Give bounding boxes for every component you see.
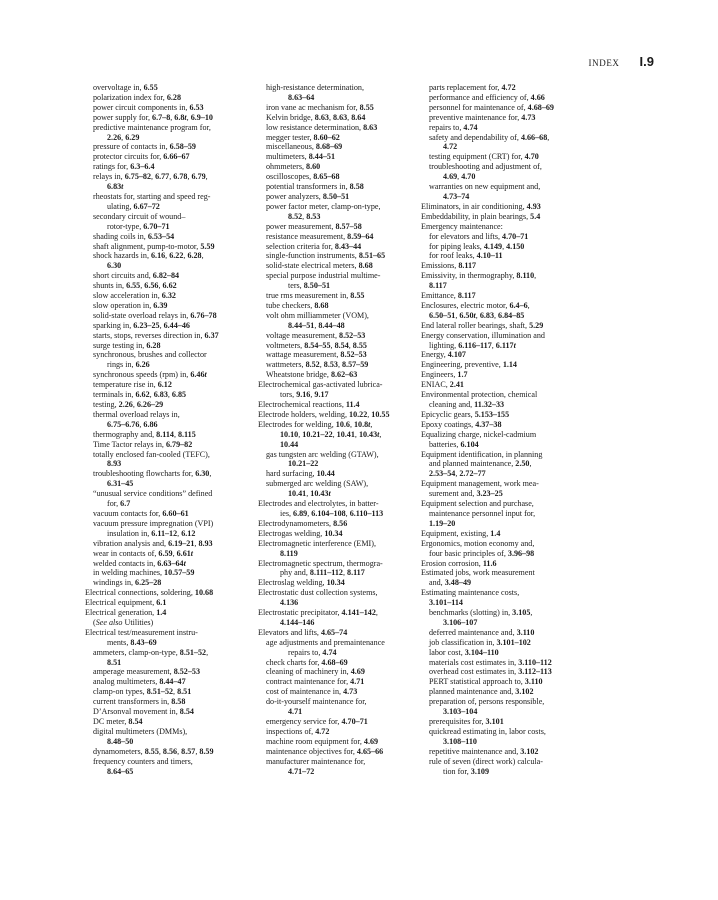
index-column-1 [85,83,255,776]
index-entry: 10.21–22 [288,459,319,469]
index-entry: D’Arsonval movement in, 8.54 [93,707,194,717]
index-column-2 [258,83,423,776]
index-entry: tube checkers, 8.68 [266,300,329,310]
index-entry: testing, 2.26, 6.26–29 [93,400,164,409]
index-entry: for elevators and lifts, 4.70–71 [429,231,529,241]
index-entry: clamp-on types, 8.51–52, 8.51 [93,687,192,697]
index-entry: 8.48–50 [107,736,134,746]
index-entry: surement and, 3.23–25 [429,489,503,499]
index-entry: Estimated jobs, work measurement [421,568,535,578]
index-entry: in welding machines, 10.57–59 [93,568,195,578]
index-entry: shaft alignment, pump-to-motor, 5.59 [93,241,215,251]
index-entry: overhead cost estimates in, 3.112–113 [429,667,552,677]
index-entry: 4.144–146 [280,617,315,627]
index-entry: ENIAC, 2.41 [421,380,464,390]
index-entry: materials cost estimates in, 3.110–112 [429,657,552,667]
index-entry: power circuit components in, 6.53 [93,102,204,112]
index-entry: 8.119 [280,548,298,558]
index-entry: voltage measurement, 8.52–53 [266,330,366,340]
index-entry: Equipment selection and purchase, [421,499,534,509]
index-entry: troubleshooting flowcharts for, 6.30, [93,469,212,479]
index-entry: Enclosures, electric motor, 6.4–6, [421,300,530,310]
index-entry: digital multimeters (DMMs), [93,726,188,736]
index-entry: ratings for, 6.3–6.4 [93,162,155,172]
index-entry: contract maintenance for, 4.71 [266,677,365,687]
index-entry: for piping leaks, 4.149, 4.150 [429,241,525,251]
index-entry: 8.117 [429,281,447,291]
index-entry: iron vane ac mechanism for, 8.55 [266,102,374,112]
index-entry: repetitive maintenance and, 3.102 [429,746,539,756]
index-entry: Epicyclic gears, 5.153–155 [421,409,510,419]
index-entry: thermal overload relays in, [93,409,180,419]
index-entry: 8.64–65 [107,766,134,776]
index-entry: terminals in, 6.62, 6.83, 6.85 [93,390,187,400]
index-entry: cleaning of machinery in, 4.69 [266,667,365,677]
index-entry: wattage measurement, 8.52–53 [266,350,367,360]
index-entry: protector circuits for, 6.66–67 [93,152,190,162]
index-entry: Equalizing charge, nickel-cadmium [421,429,537,439]
index-entry: check charts for, 4.68–69 [266,657,348,667]
index-entry: and planned maintenance, 2.50, [429,459,532,469]
index-entry: 2.53–54, 2.72–77 [429,469,486,479]
index-entry: Ergonomics, motion economy and, [421,538,535,548]
index-entry: amperage measurement, 8.52–53 [93,667,200,677]
index-entry: overvoltage in, 6.55 [93,83,158,92]
index-entry: machine room equipment for, 4.69 [266,736,379,746]
index-entry: vibration analysis and, 6.19–21, 8.93 [93,538,213,548]
index-entry: synchronous, brushes and collector [93,350,207,360]
index-entry: surge testing in, 6.28 [93,340,161,350]
index-entry: 10.10, 10.21–22, 10.41, 10.43t, [280,429,382,439]
index-entry: 8.63–64 [288,92,315,102]
index-entry: synchronous speeds (rpm) in, 6.46t [93,370,207,380]
index-entry: solid-state overload relays in, 6.76–78 [93,310,217,320]
index-entry: Equipment identification, in planning [421,449,543,459]
index-entry: insulation in, 6.11–12, 6.12 [107,528,196,538]
index-entry: gas tungsten arc welding (GTAW), [266,449,379,459]
index-entry: submerged arc welding (SAW), [266,479,369,489]
index-entry: Electromagnetic spectrum, thermogra- [258,558,383,568]
index-entry: 3.101–114 [429,598,463,608]
index-entry: labor cost, 3.104–110 [429,647,499,657]
page-header [589,54,654,69]
index-entry: power analyzers, 8.50–51 [266,191,350,201]
index-entry: Electrostatic precipitator, 4.141–142, [258,608,378,618]
index-entry: 6.83t [107,182,124,192]
index-entry: slow operation in, 6.39 [93,300,168,310]
index-entry: manufacturer maintenance for, [266,756,366,766]
index-entry: repairs to, 4.74 [288,647,337,657]
index-entry: miscellaneous, 8.68–69 [266,142,343,152]
index-entry: oscilloscopes, 8.65–68 [266,172,340,182]
index-entry: maintenance objectives for, 4.65–66 [266,746,384,756]
index-entry: personnel for maintenance of, 4.68–69 [429,102,554,112]
index-entry: and, 3.48–49 [429,578,472,588]
index-entry: relays in, 6.75–82, 6.77, 6.78, 6.79, [93,172,208,182]
index-entry: polarization index for, 6.28 [93,92,182,102]
index-entry: 10.41, 10.43t [288,489,331,499]
index-entry: DC meter, 8.54 [93,717,143,726]
index-entry: warranties on new equipment and, [429,182,541,192]
index-entry: lighting, 6.116–117, 6.117t [429,340,516,350]
index-entry: power factor meter, clamp-on-type, [266,201,381,211]
index-column-3 [421,83,661,776]
index-entry: current transformers in, 8.58 [93,697,186,707]
index-entry: End lateral roller bearings, shaft, 5.29 [421,320,544,330]
index-entry: thermography and, 8.114, 8.115 [93,429,196,439]
index-entry: planned maintenance and, 3.102 [429,687,534,697]
index-entry: troubleshooting and adjustment of, [429,162,542,172]
index-entry: Electrogas welding, 10.34 [258,528,343,538]
index-entry: solid-state electrical meters, 8.68 [266,261,373,271]
index-entry: Erosion corrosion, 11.6 [421,558,497,568]
index-entry: volt ohm milliammeter (VOM), [266,310,369,320]
index-entry: starts, stops, reverses direction in, 6.37 [93,330,219,340]
index-entry: true rms measurement in, 8.55 [266,291,365,301]
index-entry: batteries, 6.104 [429,439,479,449]
index-entry: quickread estimating in, labor costs, [429,726,546,736]
index-entry: “unusual service conditions” defined [93,489,213,499]
index-entry: Embeddability, in plain bearings, 5.4 [421,211,541,221]
index-entry: 6.50–51, 6.50t, 6.83, 6.84–85 [429,310,525,320]
index-entry: Equipment management, work mea- [421,479,539,489]
index-entry: secondary circuit of wound– [93,211,186,221]
index-entry: repairs to, 4.74 [429,122,478,132]
index-entry: megger tester, 8.60–62 [266,132,340,142]
index-entry: Eliminators, in air conditioning, 4.93 [421,201,541,211]
index-entry: Electroslag welding, 10.34 [258,578,345,588]
index-entry: frequency counters and timers, [93,756,193,766]
index-entry: Electrochemical reactions, 11.4 [258,400,360,409]
index-entry: wattmeters, 8.52, 8.53, 8.57–59 [266,360,369,370]
index-entry: Electrodes and electrolytes, in batter- [258,499,379,509]
index-entry: Emergency maintenance: [421,221,503,231]
index-entry: single-function instruments, 8.51–65 [266,251,386,261]
index-entry: 4.72 [443,142,458,152]
index-entry: rings in, 6.26 [107,360,150,370]
index-entry: Electrical test/measurement instru- [85,627,198,637]
index-entry: age adjustments and premaintenance [266,637,385,647]
index-entry: maintenance personnel input for, [429,508,536,518]
index-entry: special purpose industrial multime- [266,271,381,281]
index-entry: tion for, 3.109 [443,766,489,776]
index-entry: 1.19–20 [429,518,456,528]
index-entry: 8.93 [107,459,122,469]
index-entry: inspections of, 4.72 [266,726,330,736]
index-entry: hard surfacing, 10.44 [266,469,335,479]
index-entry: Emittance, 8.117 [421,291,476,301]
index-entry: power supply for, 6.7–8, 6.8t, 6.9–10 [93,112,213,122]
index-entry: ammeters, clamp-on-type, 8.51–52, [93,647,209,657]
index-entry: pressure of contacts in, 6.58–59 [93,142,196,152]
index-entry: shock hazards in, 6.16, 6.22, 6.28, [93,251,204,261]
index-entry: four basic principles of, 3.96–98 [429,548,535,558]
index-entry: 8.44–51, 8.44–48 [288,320,345,330]
index-entry: shunts in, 6.55, 6.56, 6.62 [93,281,177,291]
index-entry: Electrode holders, welding, 10.22, 10.55 [258,409,390,419]
index-entry: Engineering, preventive, 1.14 [421,360,517,370]
index-entry: preventive maintenance for, 4.73 [429,112,536,122]
index-entry: Electrochemical gas-activated lubrica- [258,380,383,390]
index-entry: dynamometers, 8.55, 8.56, 8.57, 8.59 [93,746,214,756]
index-entry: 4.71 [288,707,303,717]
index-entry: temperature rise in, 6.12 [93,380,172,390]
index-entry: totally enclosed fan-cooled (TEFC), [93,449,210,459]
index-entry: ulating, 6.67–72 [107,201,160,211]
index-entry: 2.26, 6.29 [107,132,140,142]
index-entry: high-resistance determination, [266,83,364,92]
index-entry: multimeters, 8.44–51 [266,152,336,162]
index-entry: slow acceleration in, 6.32 [93,291,176,301]
index-entry: benchmarks (slotting) in, 3.105, [429,608,533,618]
index-entry: Engineers, 1.7 [421,370,468,380]
index-entry: Environmental protection, chemical [421,390,538,400]
index-entry: parts replacement for, 4.72 [429,83,516,92]
index-entry: rule of seven (direct work) calcula- [429,756,543,766]
index-entry: 4.73–74 [443,191,470,201]
index-entry: ohmmeters, 8.60 [266,162,321,172]
index-entry: Energy conservation, illumination and [421,330,545,340]
index-entry: performance and efficiency of, 4.66 [429,92,545,102]
index-entry: 4.136 [280,598,299,608]
index-entry: analog multimeters, 8.44–47 [93,677,186,687]
index-entry: for roof leaks, 4.10–11 [429,251,503,261]
index-entry: 4.71–72 [288,766,315,776]
index-entry: windings in, 6.25–28 [93,578,162,588]
index-entry: ters, 8.50–51 [288,281,331,291]
index-entry: wear in contacts of, 6.59, 6.61t [93,548,194,558]
index-entry: Electrical generation, 1.4 [85,608,167,618]
index-entry: short circuits and, 6.82–84 [93,271,180,281]
index-entry: 3.103–104 [443,707,478,717]
index-entry: vacuum contacts for, 6.60–61 [93,508,189,518]
index-entry: rheostats for, starting and speed reg- [93,191,211,201]
index-entry: Estimating maintenance costs, [421,588,520,598]
index-entry: Kelvin bridge, 8.63, 8.63, 8.64 [266,112,366,122]
index-entry: Wheatstone bridge, 8.62–63 [266,370,358,380]
index-entry: 10.44 [280,439,299,449]
index-entry: testing equipment (CRT) for, 4.70 [429,152,539,162]
page-number: I.9 [639,54,654,69]
index-entry: sparking in, 6.23–25, 6.44–46 [93,320,190,330]
index-entry: vacuum pressure impregnation (VPI) [93,518,214,528]
index-entry: Electrical connections, soldering, 10.68 [85,588,214,598]
index-entry: emergency service for, 4.70–71 [266,717,368,726]
index-entry: Time Tactor relays in, 6.79–82 [93,439,193,449]
index-entry: power measurement, 8.57–58 [266,221,362,231]
index-entry: PERT statistical approach to, 3.110 [429,677,543,687]
index-entry: Equipment, existing, 1.4 [421,528,501,538]
index-entry: Emissivity, in thermography, 8.110, [421,271,537,281]
index-entry: prerequisites for, 3.101 [429,717,504,726]
index-entry: Electrical equipment, 6.1 [85,598,167,608]
index-entry: voltmeters, 8.54–55, 8.54, 8.55 [266,340,367,350]
index-entry: 8.52, 8.53 [288,211,321,221]
index-entry: Electrostatic dust collection systems, [258,588,378,598]
index-entry: potential transformers in, 8.58 [266,182,364,192]
index-entry: predictive maintenance program for, [93,122,211,132]
index-entry: deferred maintenance and, 3.110 [429,627,535,637]
index-entry: Emissions, 8.117 [421,261,477,271]
index-entry: preparation of, persons responsible, [429,697,545,707]
index-entry: Energy, 4.107 [421,350,466,360]
index-entry: cleaning and, 11.32–33 [429,400,505,409]
running-head: INDEX [588,58,620,68]
index-entry: 6.30 [107,261,122,271]
index-entry: job classification in, 3.101–102 [429,637,531,647]
index-entry: cost of maintenance in, 4.73 [266,687,358,697]
index-entry: do-it-yourself maintenance for, [266,697,367,707]
index-entry: 6.75–6.76, 6.86 [107,419,158,429]
index-entry: resistance measurement, 8.59–64 [266,231,374,241]
index-entry: rotor-type, 6.70–71 [107,221,170,231]
index-entry: ments, 8.43–69 [107,637,157,647]
index-entry: safety and dependability of, 4.66–68, [429,132,550,142]
index-entry: 8.51 [107,657,122,667]
index-entry: Electrodes for welding, 10.6, 10.8t, [258,419,373,429]
index-entry: shading coils in, 6.53–54 [93,231,175,241]
index-entry: phy and, 8.111–112, 8.117 [280,568,365,578]
index-entry: welded contacts in, 6.63–64t [93,558,186,568]
index-entry: low resistance determination, 8.63 [266,122,378,132]
index-entry: for, 6.7 [107,499,131,509]
index-entry: (See also Utilities) [93,617,154,627]
index-entry: 3.106–107 [443,617,478,627]
index-entry: 3.108–110 [443,736,477,746]
index-entry: ies, 6.89, 6.104–108, 6.110–113 [280,508,384,518]
index-entry: tors, 9.16, 9.17 [280,390,329,400]
index-entry: Electrodynamometers, 8.56 [258,518,348,528]
index-entry: Epoxy coatings, 4.37–38 [421,419,502,429]
index-entry: Electromagnetic interference (EMI), [258,538,376,548]
index-entry: 4.69, 4.70 [443,172,476,182]
index-entry: 6.31–45 [107,479,134,489]
index-entry: Elevators and lifts, 4.65–74 [258,627,348,637]
index-entry: selection criteria for, 8.43–44 [266,241,362,251]
